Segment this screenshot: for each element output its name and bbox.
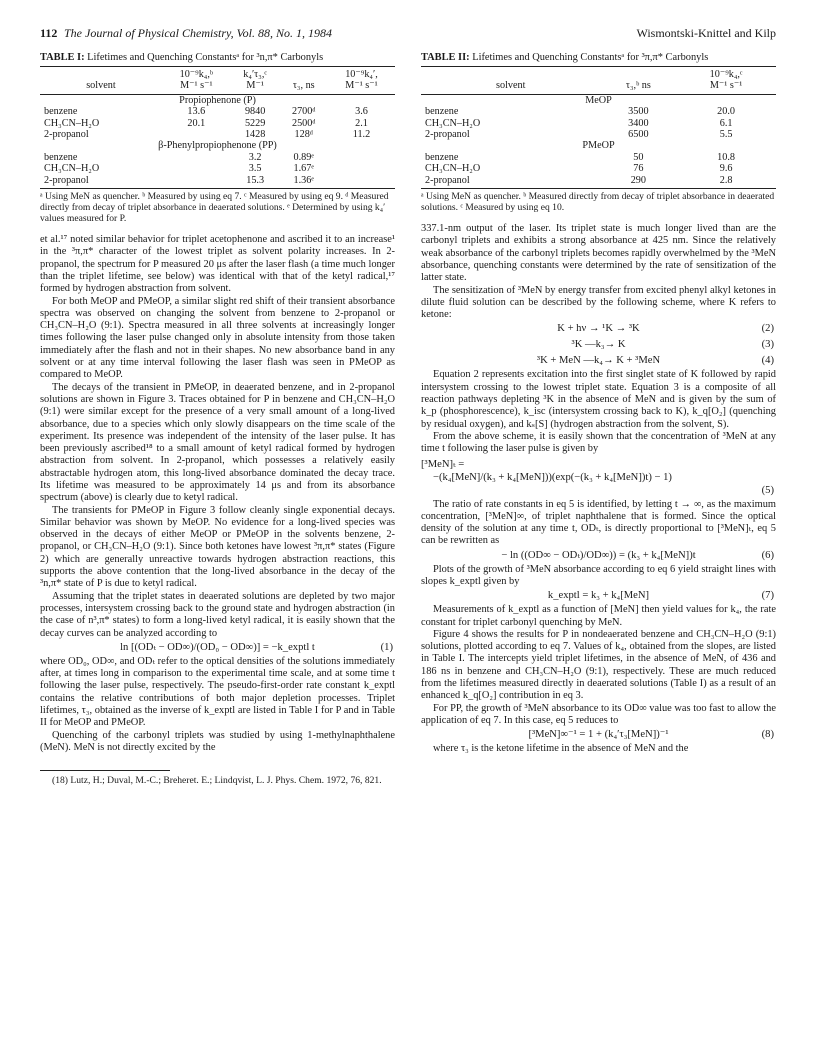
column-header-top: 10⁻⁹k₄,ᵇ [162, 67, 231, 81]
value-cell: 20.1 [187, 117, 206, 129]
equation-5-line-2: −(k₄[MeN]/(k₃ + k₄[MeN]))(exp(−(k₃ + k₄[MeN])t) − 1) [433, 471, 672, 483]
solvent-cell: benzene [425, 106, 459, 118]
equation-3 [421, 337, 776, 353]
equation-6-number: (6) [761, 549, 774, 561]
column-header: M⁻¹ s⁻¹ [328, 80, 395, 94]
body-paragraph: The sensitization of ³MeN by energy transfer from excited phenyl alkyl ketones in dilute fluid solution can be described by the following scheme, where K refers to ketone: [421, 284, 776, 321]
equation-7-text: k_exptl = k₃ + k₄[MeN] [547, 590, 650, 602]
body-paragraph: where OD₀, OD∞, and ODₜ refer to the optical densities of the solutions immediately after, at times long in comparison to the experimental time scale, and at some time t following the laser pulse, respectively. The pseudo-first-order rate constant k_exptl contains the relative contributions of both major depletion processes. Triplet lifetimes, τ₃, obtained as the inverse of k_exptl are listed in Table I for P and in Table II for MeOP and PMeOP. [40, 655, 395, 729]
equation-3-number: (3) [761, 339, 774, 351]
table-row [421, 175, 776, 189]
equation-2 [421, 321, 776, 337]
value-cell: 1.67ᵉ [293, 163, 314, 175]
table-row [40, 175, 395, 189]
value-cell [328, 152, 395, 163]
column-header-top: 10⁻⁹k₄′, [328, 67, 395, 81]
body-paragraph: For both MeOP and PMeOP, a similar slight red shift of their transient absorbance spectra was observed on changing the solvent from benzene to 2-propanol or CH₃CN–H₂O (9:1). Spectra measured in all three solvents at increasingly longer times following the laser pulse changed only in absolute intensity from those taken immediately after the flash and not in their shapes. No new absorbance band in any solvent or at any time interval following the laser flash was seen in PMeOP as compared to MeOP. [40, 295, 395, 381]
table-1-label: TABLE I: [40, 52, 85, 63]
column-header: M⁻¹ [231, 80, 280, 94]
equation-1-text: ln [(ODₜ − OD∞)/(OD₀ − OD∞)] = −k_exptl t [120, 641, 315, 653]
table-1-grid [40, 66, 395, 189]
table-row [40, 118, 395, 129]
value-cell: 1.36ᵉ [280, 175, 328, 189]
solvent-cell: CH₃CN–H₂O [44, 163, 100, 175]
footnote-rule [40, 770, 170, 771]
column-header-top [280, 67, 328, 81]
body-paragraph: For PP, the growth of ³MeN absorbance to its OD∞ value was too fast to allow the application of eq 7. In this case, eq 5 reduces to [421, 702, 776, 726]
table-2-grid [421, 66, 776, 189]
column-header-top: 10⁻⁹k₄,ᶜ [676, 67, 776, 81]
table-row [421, 163, 776, 174]
body-paragraph: Assuming that the triplet states in deaerated solutions are depleted by two major processes, intersystem crossing back to the ground state and hydrogen abstraction (in the case of n³,π* states) to form a long-lived ketyl radical, it is easily shown that the decay curves can be analyzed according to [40, 590, 395, 639]
body-paragraph: 337.1-nm output of the laser. Its triplet state is much longer lived than are the carbonyl triplets and exhibits a strong absorbance at 425 nm. Since the relatively weak absorbance of the carbonyl triplets becomes rapidly overwhelmed by the ³MeN absorbance, quenching constants were determined by the rate of sensitization of the latter state. [421, 223, 776, 284]
value-cell: 3.6 [355, 106, 368, 118]
column-header-top [421, 67, 601, 81]
body-paragraph: Plots of the growth of ³MeN absorbance according to eq 6 yield straight lines with slopes k_exptl given by [421, 563, 776, 587]
table-row [40, 152, 395, 163]
value-cell: 9840 [244, 106, 266, 118]
table-row [421, 106, 776, 117]
table-2-caption [421, 52, 776, 64]
table-row [40, 106, 395, 117]
equation-7-number: (7) [761, 590, 774, 602]
equation-4 [421, 353, 776, 369]
equation-6 [421, 548, 776, 564]
value-cell: 6500 [628, 129, 649, 141]
right-column [421, 52, 776, 756]
equation-1-number: (1) [380, 641, 393, 653]
running-authors: Wismontski-Knittel and Kilp [636, 26, 776, 40]
equation-5-number: (5) [761, 484, 774, 496]
table-row [40, 129, 395, 140]
value-cell: 2.1 [355, 117, 368, 129]
solvent-cell: 2-propanol [40, 175, 162, 189]
body-paragraph: where τ₃ is the ketone lifetime in the absence of MeN and the [433, 743, 689, 755]
equation-5 [421, 458, 776, 497]
table-2 [421, 52, 776, 213]
value-cell [162, 152, 231, 163]
value-cell: 76 [633, 163, 644, 175]
equation-8-text: [³MeN]∞⁻¹ = 1 + (k₄′τ₃[MeN])⁻¹ [528, 729, 669, 741]
equation-1 [40, 640, 395, 656]
column-header: solvent [40, 80, 162, 94]
equation-8 [421, 727, 776, 743]
left-column [40, 52, 395, 786]
column-header: solvent [421, 80, 601, 94]
value-cell: 15.3 [231, 175, 280, 189]
value-cell: 3500 [628, 106, 649, 118]
solvent-cell: 2-propanol [421, 175, 601, 189]
equation-8-number: (8) [761, 729, 774, 741]
table-row [40, 163, 395, 174]
value-cell: 6.1 [719, 117, 733, 129]
solvent-cell: benzene [44, 151, 78, 163]
table-2-label: TABLE II: [421, 52, 470, 63]
body-paragraph: The decays of the transient in PMeOP, in deaerated benzene, and in 2-propanol solutions are shown in Figure 3. Traces obtained for P in benzene and CH₃CN–H₂O (9:1) were similar except for the presence of a very small amount of a long-lived absorbance, due to a species which only slowly disappears on the time scale of the experiment. Its presence was independent of the intensity of the laser pulse. It has been previously ascribed¹⁸ to a small amount of ketyl radical formed by hydrogen abstraction from solvent. In 2-propanol, which possesses a relatively easily abstractable hydrogen atom, this long-lived absorbance dominated the decay trace. Its lifetime was measured to be approximately 14 μs and from its absorbance spectrum (above) is clearly due to ketyl radical. [40, 381, 395, 504]
column-header: M⁻¹ s⁻¹ [676, 80, 776, 94]
solvent-cell: CH₃CN–H₂O [425, 163, 481, 175]
table-section-title: β-Phenylpropiophenone (PP) [158, 140, 277, 152]
solvent-cell: benzene [425, 151, 459, 163]
table-row [421, 129, 776, 140]
table-2-footnotes: ᵃ Using MeN as quencher. ᵇ Measured directly from decay of triplet absorbance in deaerated solutions. ᶜ Measured by using eq 10. [421, 191, 775, 214]
equation-3-text: ³K —k₃→ K [571, 339, 626, 351]
solvent-cell: CH₃CN–H₂O [425, 117, 481, 129]
value-cell: 13.6 [187, 106, 206, 118]
table-section-title: PMeOP [582, 140, 615, 152]
table-1-caption [40, 52, 395, 64]
value-cell: 2500ᵈ [291, 117, 316, 129]
equation-2-text: K + hν → ¹K → ³K [557, 323, 640, 335]
value-cell: 20.0 [717, 106, 735, 118]
column-header-top: k₄′τ₃,ᶜ [231, 67, 280, 81]
value-cell: 11.2 [352, 129, 371, 141]
solvent-cell: CH₃CN–H₂O [44, 117, 100, 129]
value-cell: 5.5 [719, 129, 733, 141]
value-cell: 290 [601, 175, 677, 189]
equation-4-number: (4) [761, 355, 774, 367]
value-cell: 128ᵈ [294, 129, 313, 141]
table-1 [40, 52, 395, 224]
equation-2-number: (2) [761, 323, 774, 335]
value-cell: 9.6 [719, 163, 733, 175]
value-cell: 5229 [244, 117, 266, 129]
body-paragraph: et al.¹⁷ noted similar behavior for triplet acetophenone and ascribed it to an increase¹ in the ³π,π* character of the lowest triplet as solvent polarity increases. In 2-propanol, the spectrum for P measured 20 μs after the laser flash (a time much longer than the triplet lifetime, see below) was identical with that of the ketyl radical,¹⁷ formed by hydrogen abstraction from solvent. [40, 234, 395, 295]
column-header: M⁻¹ s⁻¹ [162, 80, 231, 94]
value-cell: 10.8 [717, 151, 735, 163]
body-paragraph: Figure 4 shows the results for P in nondeaerated benzene and CH₃CN–H₂O (9:1) solutions, plotted according to eq 7. Values of k₄, obtained from the slopes, are listed in Table I. The intercepts yield triplet lifetimes, in the absence of MeN, of 436 and 186 ns in benzene and CH₃CN–H₂O (9:1), respectively. These are much reduced from the lifetimes measured directly in deaerated solutions (Table I) as a result of an enhanced k_q[O₂] contribution in eq 3. [421, 628, 776, 702]
solvent-cell: 2-propanol [44, 129, 89, 141]
value-cell: 3.5 [248, 163, 262, 175]
table-row [421, 152, 776, 163]
value-cell: 3400 [628, 117, 649, 129]
solvent-cell: benzene [44, 106, 78, 118]
value-cell: 0.89ᵉ [293, 151, 314, 163]
equation-4-text: ³K + MeN —k₄→ K + ³MeN [536, 355, 661, 367]
page-number: 112 [40, 26, 58, 40]
value-cell: 50 [633, 151, 644, 163]
column-header: τ₃, ns [280, 80, 328, 94]
value-cell [328, 163, 395, 174]
table-2-title: Lifetimes and Quenching Constantsᵃ for ³π,π* Carbonyls [472, 52, 709, 63]
column-header-top [601, 67, 677, 81]
value-cell [328, 175, 395, 189]
equation-7 [421, 588, 776, 604]
reference-18: (18) Lutz, H.; Duval, M.-C.; Breheret. E.; Lindqvist, L. J. Phys. Chem. 1972, 76, 821. [52, 775, 382, 787]
value-cell [162, 163, 231, 174]
body-paragraph: Measurements of k_exptl as a function of [MeN] then yield values for k₄, the rate constant for triplet carbonyl quenching by MeN. [421, 604, 776, 628]
body-paragraph: Equation 2 represents excitation into the first singlet state of K followed by rapid intersystem crossing to the lowest triplet state. Equation 3 is a composite of all reaction pathways depleting ³K in the absence of MeN and is given by the sum of k_p (phosphorescence), k_isc (intersystem crossing back to K), k_q[O₂] (quenching by residual oxygen), and kₛ[S] (hydrogen abstraction from the solvent, S). [421, 369, 776, 430]
body-paragraph: Quenching of the carbonyl triplets was studied by using 1-methylnaphthalene (MeN). MeN is not directly excited by the [40, 729, 395, 753]
value-cell: 2700ᵈ [291, 106, 316, 118]
table-row [421, 118, 776, 129]
table-section-title: Propiophenone (P) [179, 94, 256, 106]
body-paragraph: The transients for PMeOP in Figure 3 follow cleanly single exponential decays. Similar behavior was shown by MeOP. No evidence for a long-lived species was observed in the decays of either MeOP or PMeOP in the solvents benzene, 2-propanol, or CH₃CN–H₂O (9:1). Since both ketones have lowest ³π,π* states (Figure 2) which are generally unreactive towards hydrogen abstraction reactions, this supports the above contention that the long-lived absorbance in the decay of the ³n,π* state of P is due to ketyl radical. [40, 504, 395, 590]
journal-citation: The Journal of Physical Chemistry, Vol. 88, No. 1, 1984 [64, 26, 332, 40]
equation-6-text: − ln ((OD∞ − ODₜ)/OD∞)) = (k₃ + k₄[MeN])t [501, 549, 696, 561]
body-paragraph: The ratio of rate constants in eq 5 is identified, by letting t → ∞, as the maximum concentration, [³MeN]∞, of triplet naphthalene that is formed. Since the optical density of the solution at any time t, ODₜ, is directly proportional to [³MeN]ₜ, eq 5 can be rewritten as [421, 498, 776, 547]
value-cell: 3.2 [248, 151, 262, 163]
value-cell [162, 129, 231, 140]
value-cell: 1428 [244, 129, 266, 141]
column-header: τ₃,ᵇ ns [601, 80, 677, 94]
solvent-cell: 2-propanol [425, 129, 470, 141]
table-1-title: Lifetimes and Quenching Constantsᵃ for ³n,π* Carbonyls [87, 52, 324, 63]
running-header [40, 26, 776, 42]
value-cell: 2.8 [676, 175, 776, 189]
value-cell [162, 175, 231, 189]
table-section-title: MeOP [585, 94, 612, 106]
body-paragraph: From the above scheme, it is easily shown that the concentration of ³MeN at any time t following the laser pulse is given by [421, 430, 776, 455]
table-1-footnotes: ᵃ Using MeN as quencher. ᵇ Measured by using eq 7. ᶜ Measured by using eq 9. ᵈ Measured directly from decay of triplet absorbance in deaerated solutions. ᵉ Determined by using k₄′ values measured for P. [40, 191, 389, 225]
column-header-top [40, 67, 162, 81]
equation-5-line-1: [³MeN]ₜ = [421, 458, 465, 470]
